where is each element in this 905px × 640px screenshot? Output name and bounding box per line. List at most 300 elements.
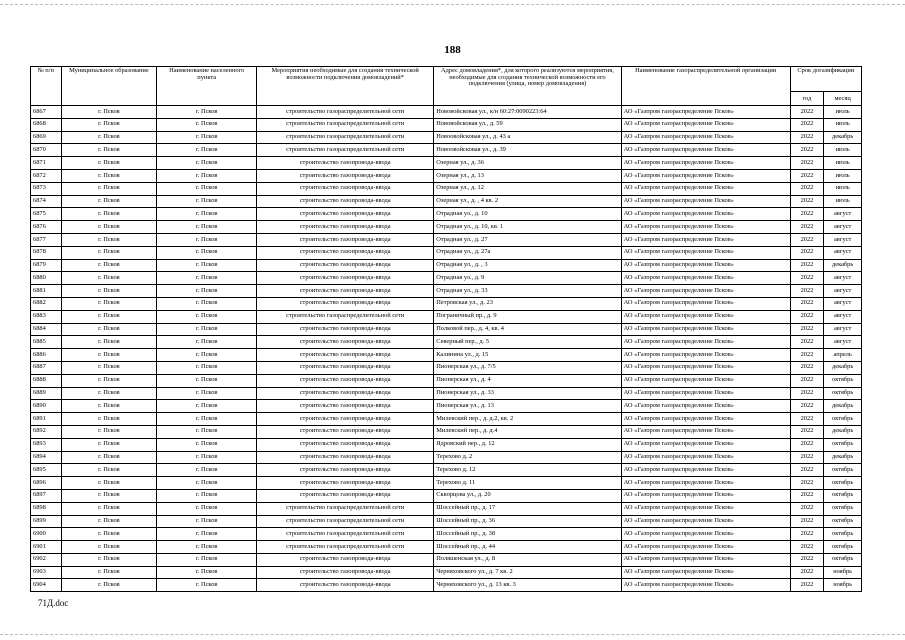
table-row (31, 144, 862, 157)
measure-cell: строительство газопровода-ввода (257, 579, 434, 592)
address-cell: Петровская ул., д. 23 (434, 297, 621, 310)
row-number: 6868 (31, 118, 62, 131)
table-row (31, 233, 862, 246)
municipality-cell: г. Псков (61, 579, 157, 592)
row-number: 6870 (31, 144, 62, 157)
organization-cell: АО «Газпром газораспределение Псков» (621, 579, 790, 592)
organization-cell: АО «Газпром газораспределение Псков» (621, 541, 790, 554)
row-number: 6880 (31, 272, 62, 285)
measure-cell: строительство газопровода-ввода (257, 323, 434, 336)
year-cell: 2022 (790, 259, 824, 272)
month-cell: октябрь (824, 541, 862, 554)
organization-cell: АО «Газпром газораспределение Псков» (621, 387, 790, 400)
table-row (31, 169, 862, 182)
measure-cell: строительство газопровода-ввода (257, 221, 434, 234)
municipality-cell: г. Псков (61, 349, 157, 362)
month-cell: октябрь (824, 387, 862, 400)
row-number: 6889 (31, 387, 62, 400)
address-cell: Поляшенская ул., д. 8 (434, 553, 621, 566)
address-cell: Терехово д. 2 (434, 451, 621, 464)
year-cell: 2022 (790, 425, 824, 438)
organization-cell: АО «Газпром газораспределение Псков» (621, 413, 790, 426)
year-cell: 2022 (790, 336, 824, 349)
municipality-cell: г. Псков (61, 221, 157, 234)
municipality-cell: г. Псков (61, 323, 157, 336)
address-cell: Озерная ул., д. , 4 кв. 2 (434, 195, 621, 208)
header-settlement: Наименование населенного пункта (157, 67, 257, 106)
address-cell: Озерная ул., д. 13 (434, 169, 621, 182)
table-row (31, 195, 862, 208)
organization-cell: АО «Газпром газораспределение Псков» (621, 349, 790, 362)
address-cell: Озерная ул., д. 12 (434, 182, 621, 195)
table-row (31, 336, 862, 349)
row-number: 6878 (31, 246, 62, 259)
row-number: 6895 (31, 464, 62, 477)
row-number: 6887 (31, 361, 62, 374)
year-cell: 2022 (790, 464, 824, 477)
municipality-cell: г. Псков (61, 464, 157, 477)
year-cell: 2022 (790, 387, 824, 400)
organization-cell: АО «Газпром газораспределение Псков» (621, 323, 790, 336)
footer-filename: 71Д.doc (38, 598, 69, 608)
address-cell: Милевский пер., д. д.4 (434, 425, 621, 438)
settlement-cell: г. Псков (157, 182, 257, 195)
measure-cell: строительство газопровода-ввода (257, 285, 434, 298)
year-cell: 2022 (790, 285, 824, 298)
measure-cell: строительство газораспределительной сети (257, 144, 434, 157)
address-cell: Ядровский пер., д. 12 (434, 438, 621, 451)
table-row (31, 246, 862, 259)
address-cell: Полковой пер., д. 4, кв. 4 (434, 323, 621, 336)
address-cell: Черняховского ул., д. 13 кв. 3 (434, 579, 621, 592)
year-cell: 2022 (790, 157, 824, 170)
measure-cell: строительство газораспределительной сети (257, 131, 434, 144)
organization-cell: АО «Газпром газораспределение Псков» (621, 246, 790, 259)
month-cell: октябрь (824, 374, 862, 387)
address-cell: Шоссейный пр., д. 38 (434, 528, 621, 541)
month-cell: октябрь (824, 438, 862, 451)
row-number: 6894 (31, 451, 62, 464)
measure-cell: строительство газопровода-ввода (257, 157, 434, 170)
month-cell: октябрь (824, 502, 862, 515)
measure-cell: строительство газораспределительной сети (257, 310, 434, 323)
municipality-cell: г. Псков (61, 259, 157, 272)
municipality-cell: г. Псков (61, 272, 157, 285)
table-row (31, 361, 862, 374)
address-cell: Пограничный пр., д. 9 (434, 310, 621, 323)
header-measures: Мероприятия необходимые для создания технической возможности подключения домовладений* (257, 67, 434, 106)
settlement-cell: г. Псков (157, 553, 257, 566)
settlement-cell: г. Псков (157, 361, 257, 374)
row-number: 6897 (31, 489, 62, 502)
address-cell: Пионерская ул., д. 13 (434, 400, 621, 413)
year-cell: 2022 (790, 246, 824, 259)
year-cell: 2022 (790, 400, 824, 413)
row-number: 6877 (31, 233, 62, 246)
year-cell: 2022 (790, 310, 824, 323)
table-row (31, 579, 862, 592)
month-cell: июль (824, 157, 862, 170)
month-cell: декабрь (824, 259, 862, 272)
month-cell: октябрь (824, 489, 862, 502)
header-organization: Наименование газораспределительной организации (621, 67, 790, 106)
settlement-cell: г. Псков (157, 515, 257, 528)
measure-cell: строительство газопровода-ввода (257, 361, 434, 374)
measure-cell: строительство газопровода-ввода (257, 566, 434, 579)
measure-cell: строительство газораспределительной сети (257, 515, 434, 528)
measure-cell: строительство газопровода-ввода (257, 413, 434, 426)
table-row (31, 349, 862, 362)
measure-cell: строительство газораспределительной сети (257, 541, 434, 554)
address-cell: Черняховского ул., д. 7 кв. 2 (434, 566, 621, 579)
municipality-cell: г. Псков (61, 477, 157, 490)
row-number: 6884 (31, 323, 62, 336)
measure-cell: строительство газопровода-ввода (257, 246, 434, 259)
row-number: 6888 (31, 374, 62, 387)
settlement-cell: г. Псков (157, 541, 257, 554)
settlement-cell: г. Псков (157, 451, 257, 464)
settlement-cell: г. Псков (157, 579, 257, 592)
month-cell: июль (824, 169, 862, 182)
month-cell: август (824, 233, 862, 246)
measure-cell: строительство газопровода-ввода (257, 438, 434, 451)
month-cell: июль (824, 182, 862, 195)
measure-cell: строительство газопровода-ввода (257, 464, 434, 477)
measure-cell: строительство газопровода-ввода (257, 182, 434, 195)
row-number: 6882 (31, 297, 62, 310)
table-row (31, 451, 862, 464)
table-row (31, 515, 862, 528)
municipality-cell: г. Псков (61, 208, 157, 221)
organization-cell: АО «Газпром газораспределение Псков» (621, 131, 790, 144)
month-cell: декабрь (824, 131, 862, 144)
year-cell: 2022 (790, 131, 824, 144)
month-cell: декабрь (824, 361, 862, 374)
page-number: 188 (444, 44, 461, 56)
settlement-cell: г. Псков (157, 285, 257, 298)
address-cell: Милевский пер., д. д.2, кв. 2 (434, 413, 621, 426)
settlement-cell: г. Псков (157, 566, 257, 579)
header-address: Адрес домовладения*, для которого реализуются мероприятия, необходимые для создания технической возможности его подключения (улица, номер домовладения) (434, 67, 621, 106)
row-number: 6885 (31, 336, 62, 349)
measure-cell: строительство газопровода-ввода (257, 349, 434, 362)
municipality-cell: г. Псков (61, 285, 157, 298)
settlement-cell: г. Псков (157, 144, 257, 157)
municipality-cell: г. Псков (61, 553, 157, 566)
row-number: 6873 (31, 182, 62, 195)
organization-cell: АО «Газпром газораспределение Псков» (621, 566, 790, 579)
month-cell: октябрь (824, 553, 862, 566)
table-row (31, 425, 862, 438)
settlement-cell: г. Псков (157, 400, 257, 413)
measure-cell: строительство газораспределительной сети (257, 118, 434, 131)
header-num: № п/п (31, 67, 62, 106)
table-row (31, 387, 862, 400)
address-cell: Отрадная ул., д. 33 (434, 285, 621, 298)
month-cell: август (824, 323, 862, 336)
row-number: 6899 (31, 515, 62, 528)
year-cell: 2022 (790, 413, 824, 426)
row-number: 6892 (31, 425, 62, 438)
table-row (31, 106, 862, 119)
settlement-cell: г. Псков (157, 310, 257, 323)
scan-edge-bottom (0, 634, 905, 635)
municipality-cell: г. Псков (61, 297, 157, 310)
table-row (31, 285, 862, 298)
municipality-cell: г. Псков (61, 157, 157, 170)
month-cell: ноябрь (824, 579, 862, 592)
municipality-cell: г. Псков (61, 144, 157, 157)
month-cell: август (824, 310, 862, 323)
month-cell: декабрь (824, 425, 862, 438)
organization-cell: АО «Газпром газораспределение Псков» (621, 118, 790, 131)
year-cell: 2022 (790, 297, 824, 310)
settlement-cell: г. Псков (157, 374, 257, 387)
table-header (31, 67, 862, 106)
table-row (31, 413, 862, 426)
month-cell: ноябрь (824, 566, 862, 579)
organization-cell: АО «Газпром газораспределение Псков» (621, 208, 790, 221)
year-cell: 2022 (790, 579, 824, 592)
row-number: 6886 (31, 349, 62, 362)
row-number: 6883 (31, 310, 62, 323)
table-row (31, 477, 862, 490)
municipality-cell: г. Псков (61, 438, 157, 451)
table-row (31, 118, 862, 131)
settlement-cell: г. Псков (157, 195, 257, 208)
municipality-cell: г. Псков (61, 131, 157, 144)
year-cell: 2022 (790, 233, 824, 246)
organization-cell: АО «Газпром газораспределение Псков» (621, 259, 790, 272)
month-cell: июль (824, 144, 862, 157)
table-row (31, 553, 862, 566)
table-row (31, 541, 862, 554)
row-number: 6879 (31, 259, 62, 272)
gasification-table (30, 66, 862, 592)
table-row (31, 131, 862, 144)
year-cell: 2022 (790, 566, 824, 579)
organization-cell: АО «Газпром газораспределение Псков» (621, 374, 790, 387)
municipality-cell: г. Псков (61, 566, 157, 579)
measure-cell: строительство газопровода-ввода (257, 297, 434, 310)
organization-cell: АО «Газпром газораспределение Псков» (621, 400, 790, 413)
settlement-cell: г. Псков (157, 221, 257, 234)
table-row (31, 259, 862, 272)
settlement-cell: г. Псков (157, 169, 257, 182)
row-number: 6900 (31, 528, 62, 541)
month-cell: август (824, 297, 862, 310)
month-cell: август (824, 272, 862, 285)
month-cell: октябрь (824, 464, 862, 477)
municipality-cell: г. Псков (61, 515, 157, 528)
month-cell: август (824, 221, 862, 234)
month-cell: август (824, 285, 862, 298)
municipality-cell: г. Псков (61, 541, 157, 554)
organization-cell: АО «Газпром газораспределение Псков» (621, 438, 790, 451)
settlement-cell: г. Псков (157, 387, 257, 400)
header-municipality: Муниципальное образование (61, 67, 157, 106)
month-cell: декабрь (824, 400, 862, 413)
organization-cell: АО «Газпром газораспределение Псков» (621, 272, 790, 285)
measure-cell: строительство газопровода-ввода (257, 259, 434, 272)
year-cell: 2022 (790, 438, 824, 451)
address-cell: Шоссейный пр., д. 44 (434, 541, 621, 554)
measure-cell: строительство газопровода-ввода (257, 233, 434, 246)
settlement-cell: г. Псков (157, 477, 257, 490)
address-cell: Шоссейный пр., д. 17 (434, 502, 621, 515)
year-cell: 2022 (790, 195, 824, 208)
year-cell: 2022 (790, 221, 824, 234)
organization-cell: АО «Газпром газораспределение Псков» (621, 297, 790, 310)
year-cell: 2022 (790, 541, 824, 554)
organization-cell: АО «Газпром газораспределение Псков» (621, 285, 790, 298)
month-cell: октябрь (824, 477, 862, 490)
address-cell: Отрадная ул., д. 27 (434, 233, 621, 246)
row-number: 6904 (31, 579, 62, 592)
settlement-cell: г. Псков (157, 528, 257, 541)
settlement-cell: г. Псков (157, 413, 257, 426)
measure-cell: строительство газопровода-ввода (257, 387, 434, 400)
measure-cell: строительство газопровода-ввода (257, 553, 434, 566)
month-cell: август (824, 336, 862, 349)
settlement-cell: г. Псков (157, 233, 257, 246)
organization-cell: АО «Газпром газораспределение Псков» (621, 336, 790, 349)
organization-cell: АО «Газпром газораспределение Псков» (621, 477, 790, 490)
year-cell: 2022 (790, 451, 824, 464)
table-row (31, 489, 862, 502)
address-cell: Нововойсковая ул., д. 59 (434, 118, 621, 131)
measure-cell: строительство газораспределительной сети (257, 106, 434, 119)
table-row (31, 566, 862, 579)
settlement-cell: г. Псков (157, 246, 257, 259)
address-cell: Отрадная ул., д. 10 (434, 208, 621, 221)
settlement-cell: г. Псков (157, 425, 257, 438)
month-cell: июль (824, 118, 862, 131)
row-number: 6902 (31, 553, 62, 566)
year-cell: 2022 (790, 144, 824, 157)
organization-cell: АО «Газпром газораспределение Псков» (621, 144, 790, 157)
organization-cell: АО «Газпром газораспределение Псков» (621, 425, 790, 438)
month-cell: август (824, 208, 862, 221)
table-row (31, 182, 862, 195)
municipality-cell: г. Псков (61, 246, 157, 259)
year-cell: 2022 (790, 553, 824, 566)
municipality-cell: г. Псков (61, 413, 157, 426)
address-cell: Отрадная ул., д. , 3 (434, 259, 621, 272)
municipality-cell: г. Псков (61, 118, 157, 131)
address-cell: Терехово д. 12 (434, 464, 621, 477)
municipality-cell: г. Псков (61, 502, 157, 515)
table-row (31, 374, 862, 387)
settlement-cell: г. Псков (157, 349, 257, 362)
address-cell: Пионерская ул., д. 33 (434, 387, 621, 400)
municipality-cell: г. Псков (61, 336, 157, 349)
organization-cell: АО «Газпром газораспределение Псков» (621, 515, 790, 528)
row-number: 6891 (31, 413, 62, 426)
settlement-cell: г. Псков (157, 323, 257, 336)
year-cell: 2022 (790, 374, 824, 387)
municipality-cell: г. Псков (61, 233, 157, 246)
address-cell: Пионерская ул., д. 4 (434, 374, 621, 387)
year-cell: 2022 (790, 106, 824, 119)
organization-cell: АО «Газпром газораспределение Псков» (621, 451, 790, 464)
row-number: 6871 (31, 157, 62, 170)
municipality-cell: г. Псков (61, 528, 157, 541)
organization-cell: АО «Газпром газораспределение Псков» (621, 195, 790, 208)
table-row (31, 297, 862, 310)
row-number: 6875 (31, 208, 62, 221)
municipality-cell: г. Псков (61, 182, 157, 195)
year-cell: 2022 (790, 528, 824, 541)
address-cell: Отрадная ул., д. 27а (434, 246, 621, 259)
address-cell: Скворцова ул., д. 20 (434, 489, 621, 502)
settlement-cell: г. Псков (157, 464, 257, 477)
month-cell: октябрь (824, 528, 862, 541)
organization-cell: АО «Газпром газораспределение Псков» (621, 553, 790, 566)
organization-cell: АО «Газпром газораспределение Псков» (621, 233, 790, 246)
measure-cell: строительство газопровода-ввода (257, 425, 434, 438)
settlement-cell: г. Псков (157, 502, 257, 515)
month-cell: апрель (824, 349, 862, 362)
municipality-cell: г. Псков (61, 361, 157, 374)
row-number: 6901 (31, 541, 62, 554)
year-cell: 2022 (790, 361, 824, 374)
table-row (31, 221, 862, 234)
year-cell: 2022 (790, 349, 824, 362)
row-number: 6898 (31, 502, 62, 515)
table-row (31, 400, 862, 413)
organization-cell: АО «Газпром газораспределение Псков» (621, 528, 790, 541)
table-row (31, 157, 862, 170)
year-cell: 2022 (790, 182, 824, 195)
row-number: 6903 (31, 566, 62, 579)
measure-cell: строительство газораспределительной сети (257, 502, 434, 515)
scan-edge-top (0, 4, 905, 5)
municipality-cell: г. Псков (61, 195, 157, 208)
municipality-cell: г. Псков (61, 489, 157, 502)
municipality-cell: г. Псков (61, 310, 157, 323)
address-cell: Терехово д. 11 (434, 477, 621, 490)
table-body (31, 106, 862, 592)
year-cell: 2022 (790, 169, 824, 182)
table-row (31, 310, 862, 323)
address-cell: Озерная ул., д. 36 (434, 157, 621, 170)
settlement-cell: г. Псков (157, 208, 257, 221)
address-cell: Нововойсковая ул., к/н 60:27:0090223:64 (434, 106, 621, 119)
municipality-cell: г. Псков (61, 425, 157, 438)
settlement-cell: г. Псков (157, 118, 257, 131)
address-cell: Калинина ул., д. 15 (434, 349, 621, 362)
organization-cell: АО «Газпром газораспределение Псков» (621, 464, 790, 477)
settlement-cell: г. Псков (157, 131, 257, 144)
year-cell: 2022 (790, 323, 824, 336)
settlement-cell: г. Псков (157, 297, 257, 310)
measure-cell: строительство газопровода-ввода (257, 477, 434, 490)
month-cell: октябрь (824, 413, 862, 426)
settlement-cell: г. Псков (157, 106, 257, 119)
month-cell: июль (824, 195, 862, 208)
measure-cell: строительство газопровода-ввода (257, 208, 434, 221)
municipality-cell: г. Псков (61, 387, 157, 400)
table-row (31, 323, 862, 336)
municipality-cell: г. Псков (61, 106, 157, 119)
month-cell: декабрь (824, 451, 862, 464)
organization-cell: АО «Газпром газораспределение Псков» (621, 489, 790, 502)
row-number: 6867 (31, 106, 62, 119)
organization-cell: АО «Газпром газораспределение Псков» (621, 182, 790, 195)
municipality-cell: г. Псков (61, 169, 157, 182)
year-cell: 2022 (790, 208, 824, 221)
